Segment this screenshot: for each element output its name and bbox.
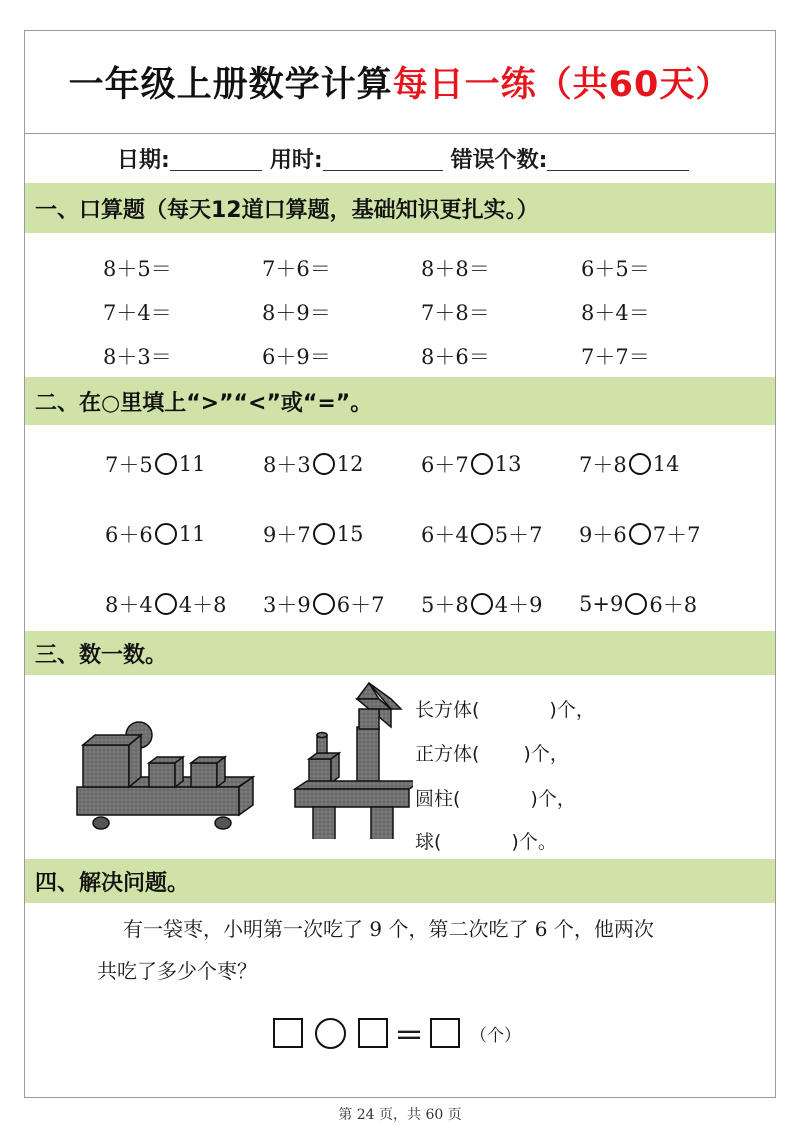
errors-label: 错误个数: xyxy=(450,147,548,173)
oral-item: 8＋6＝ xyxy=(421,345,490,369)
count-cube xyxy=(415,739,569,766)
compare-left: 5＋8 xyxy=(421,593,469,617)
count-close: )个， xyxy=(549,699,595,721)
compare-grid xyxy=(25,425,775,629)
compare-right: 14 xyxy=(652,452,680,476)
oral-item: 8＋9＝ xyxy=(262,301,331,325)
oral-item: 7＋4＝ xyxy=(103,301,172,325)
count-label: 正方体( xyxy=(415,743,480,765)
page-footer: 第 24 页，共 60 页 xyxy=(338,1107,462,1123)
answer-box-icon[interactable] xyxy=(273,1018,303,1048)
count-label: 长方体( xyxy=(415,699,480,721)
answer-equation xyxy=(273,1011,521,1055)
oral-item: 7＋6＝ xyxy=(262,257,331,281)
compare-right: 5＋7 xyxy=(494,523,543,547)
compare-right: 13 xyxy=(494,452,522,476)
problem-line-1: 有一袋枣，小明第一次吃了 9 个，第二次吃了 6 个，他两次 xyxy=(123,917,654,941)
compare-right: 4＋9 xyxy=(494,593,543,617)
count-close: )个， xyxy=(523,743,569,765)
section-heading-count: 三、数一数。 xyxy=(25,631,775,675)
compare-item xyxy=(105,519,205,549)
compare-circle-icon[interactable] xyxy=(155,593,177,615)
compare-circle-icon[interactable] xyxy=(471,453,493,475)
oral-item: 8＋8＝ xyxy=(421,257,490,281)
compare-item xyxy=(579,449,679,479)
compare-item xyxy=(105,449,205,479)
compare-right: 12 xyxy=(336,452,364,476)
title-red: 每日一练（共60天） xyxy=(392,65,732,105)
page-title xyxy=(25,31,775,134)
compare-right: 7＋7 xyxy=(652,523,701,547)
oral-item: 8＋3＝ xyxy=(103,345,172,369)
compare-item xyxy=(263,589,384,619)
equals-sign: ＝ xyxy=(394,1019,424,1054)
oral-grid xyxy=(25,233,775,375)
oral-item: 6＋5＝ xyxy=(581,257,650,281)
time-label: 用时: xyxy=(269,147,323,173)
compare-right: 11 xyxy=(178,522,206,546)
compare-left: 6＋4 xyxy=(421,523,469,547)
compare-circle-icon[interactable] xyxy=(313,593,335,615)
compare-item xyxy=(579,519,700,549)
info-row xyxy=(25,134,775,182)
compare-item xyxy=(421,589,542,619)
compare-right: 6＋7 xyxy=(336,593,385,617)
section-heading-problem: 四、解决问题。 xyxy=(25,859,775,903)
compare-circle-icon[interactable] xyxy=(155,453,177,475)
count-cylinder xyxy=(415,784,576,811)
compare-left: 7＋8 xyxy=(579,453,627,477)
answer-box-icon[interactable] xyxy=(430,1018,460,1048)
tower-blocks xyxy=(295,683,413,839)
count-sphere xyxy=(415,827,557,854)
oral-item: 6＋9＝ xyxy=(262,345,331,369)
compare-left: 3＋9 xyxy=(263,593,311,617)
compare-right: 4＋8 xyxy=(178,593,227,617)
compare-left: 8＋3 xyxy=(263,453,311,477)
section-heading-oral: 一、口算题（每天12道口算题，基础知识更扎实。） xyxy=(25,183,775,233)
compare-right: 15 xyxy=(336,522,364,546)
compare-circle-icon[interactable] xyxy=(625,593,647,615)
compare-circle-icon[interactable] xyxy=(629,453,651,475)
errors-blank[interactable] xyxy=(547,146,689,171)
compare-circle-icon[interactable] xyxy=(471,593,493,615)
compare-left: 9＋6 xyxy=(579,523,627,547)
compare-left: 5+9 xyxy=(579,592,624,616)
oral-item: 8＋5＝ xyxy=(103,257,172,281)
compare-right: 6＋8 xyxy=(649,593,698,617)
train-blocks xyxy=(77,722,253,829)
worksheet xyxy=(24,30,776,1098)
compare-item xyxy=(421,449,521,479)
unit-label: （个） xyxy=(470,1025,521,1046)
count-cuboid xyxy=(415,695,595,722)
compare-left: 7＋5 xyxy=(105,453,153,477)
compare-item xyxy=(105,589,226,619)
compare-left: 6＋6 xyxy=(105,523,153,547)
count-label: 圆柱( xyxy=(415,788,461,810)
time-blank[interactable] xyxy=(323,146,443,171)
problem-line-2: 共吃了多少个枣？ xyxy=(97,959,257,983)
compare-item xyxy=(421,519,542,549)
oral-item: 8＋4＝ xyxy=(581,301,650,325)
compare-circle-icon[interactable] xyxy=(471,523,493,545)
compare-circle-icon[interactable] xyxy=(313,523,335,545)
date-blank[interactable] xyxy=(170,146,262,171)
compare-item xyxy=(263,519,363,549)
compare-left: 6＋7 xyxy=(421,453,469,477)
answer-box-icon[interactable] xyxy=(358,1018,388,1048)
compare-circle-icon[interactable] xyxy=(629,523,651,545)
count-close: )个， xyxy=(530,788,576,810)
operator-circle-icon[interactable] xyxy=(315,1018,346,1049)
oral-item: 7＋7＝ xyxy=(581,345,650,369)
title-black: 一年级上册数学计算 xyxy=(68,65,393,105)
count-label: 球( xyxy=(415,831,442,853)
oral-item: 7＋8＝ xyxy=(421,301,490,325)
compare-circle-icon[interactable] xyxy=(155,523,177,545)
blocks-illustration xyxy=(73,679,413,839)
compare-left: 8＋4 xyxy=(105,593,153,617)
compare-left: 9＋7 xyxy=(263,523,311,547)
count-close: )个。 xyxy=(511,831,557,853)
compare-circle-icon[interactable] xyxy=(313,453,335,475)
date-label: 日期: xyxy=(117,147,170,173)
compare-right: 11 xyxy=(178,452,206,476)
compare-item xyxy=(263,449,363,479)
section-heading-compare: 二、在○里填上“>”“<”或“=”。 xyxy=(25,377,775,425)
compare-item xyxy=(579,589,697,619)
